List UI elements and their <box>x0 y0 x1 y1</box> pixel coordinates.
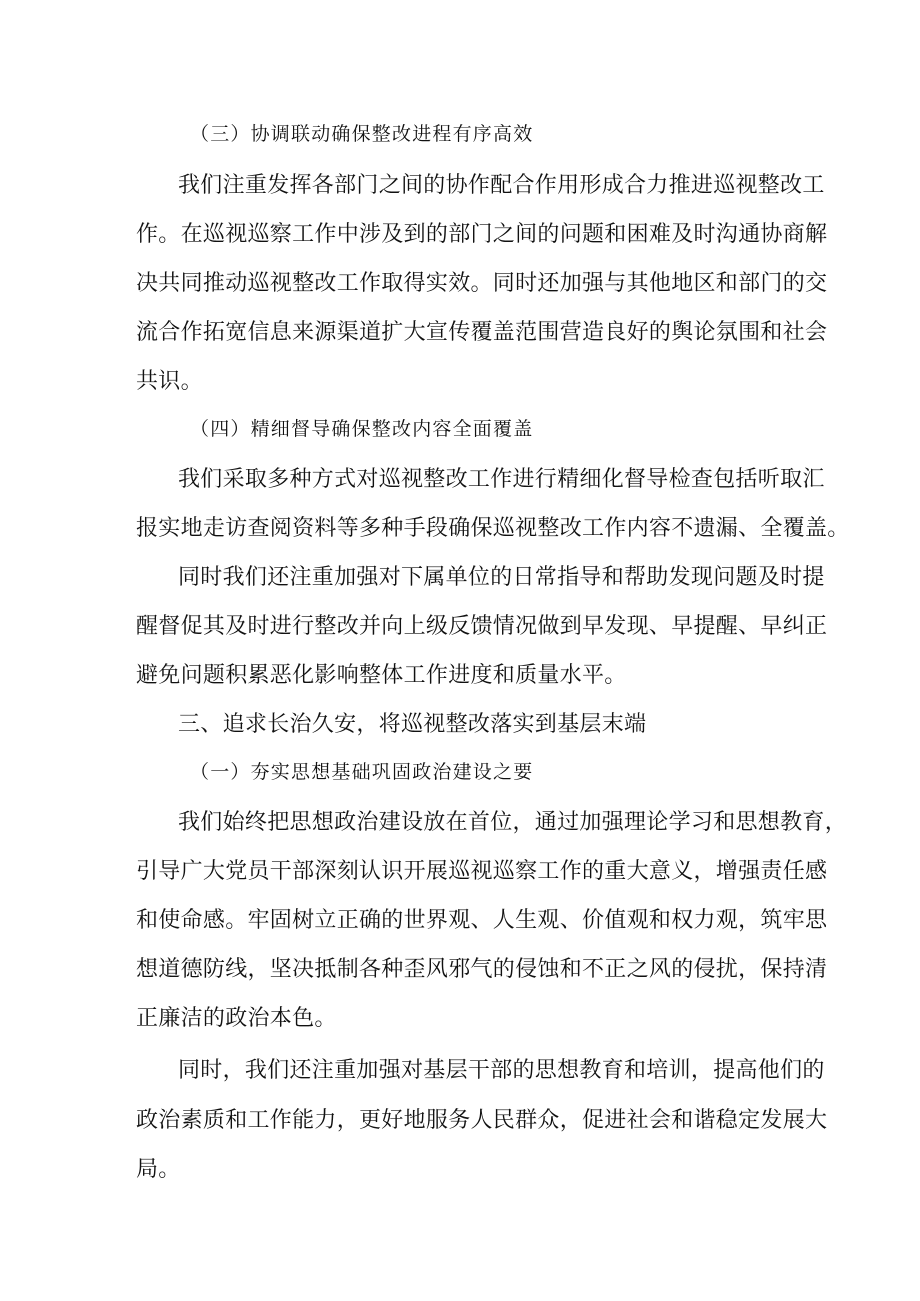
paragraph-line: 引导广大党员干部深刻认识开展巡视巡察工作的重大意义，增强责任感 <box>136 859 828 884</box>
paragraph-line: 局。 <box>136 1157 181 1182</box>
paragraph-line: 醒督促其及时进行整改并向上级反馈情况做到早发现、早提醒、早纠正 <box>136 614 828 639</box>
paragraph-line: 正廉洁的政治本色。 <box>136 1006 337 1031</box>
paragraph-line: 政治素质和工作能力，更好地服务人民群众，促进社会和谐稳定发展大 <box>136 1108 828 1133</box>
subheading-supervision: （四）精细督导确保整改内容全面覆盖 <box>190 418 534 440</box>
paragraph-line: 作。在巡视巡察工作中涉及到的部门之间的问题和困难及时沟通协商解 <box>136 222 828 247</box>
section-heading: 三、追求长治久安，将巡视整改落实到基层末端 <box>178 712 647 737</box>
paragraph-line: 避免问题积累恶化影响整体工作进度和质量水平。 <box>136 663 627 688</box>
paragraph-line: 决共同推动巡视整改工作取得实效。同时还加强与其他地区和部门的交 <box>136 271 828 296</box>
subheading-coordination: （三）协调联动确保整改进程有序高效 <box>190 123 534 145</box>
paragraph-line: 想道德防线，坚决抵制各种歪风邪气的侵蚀和不正之风的侵扰，保持清 <box>136 957 828 982</box>
paragraph-line: 我们采取多种方式对巡视整改工作进行精细化督导检查包括听取汇 <box>178 467 825 492</box>
paragraph-line: 和使命感。牢固树立正确的世界观、人生观、价值观和权力观，筑牢思 <box>136 908 828 933</box>
paragraph-line: 报实地走访查阅资料等多种手段确保巡视整改工作内容不遗漏、全覆盖。 <box>136 516 850 541</box>
subheading-ideology: （一）夯实思想基础巩固政治建设之要 <box>190 761 534 783</box>
paragraph-line: 同时我们还注重加强对下属单位的日常指导和帮助发现问题及时提 <box>178 565 825 590</box>
paragraph-line: 我们始终把思想政治建设放在首位，通过加强理论学习和思想教育， <box>178 810 848 835</box>
paragraph-line: 我们注重发挥各部门之间的协作配合作用形成合力推进巡视整改工 <box>178 173 825 198</box>
paragraph-line: 共识。 <box>136 369 203 394</box>
paragraph-line: 流合作拓宽信息来源渠道扩大宣传覆盖范围营造良好的舆论氛围和社会 <box>136 320 828 345</box>
paragraph-line: 同时，我们还注重加强对基层干部的思想教育和培训，提高他们的 <box>178 1058 825 1083</box>
